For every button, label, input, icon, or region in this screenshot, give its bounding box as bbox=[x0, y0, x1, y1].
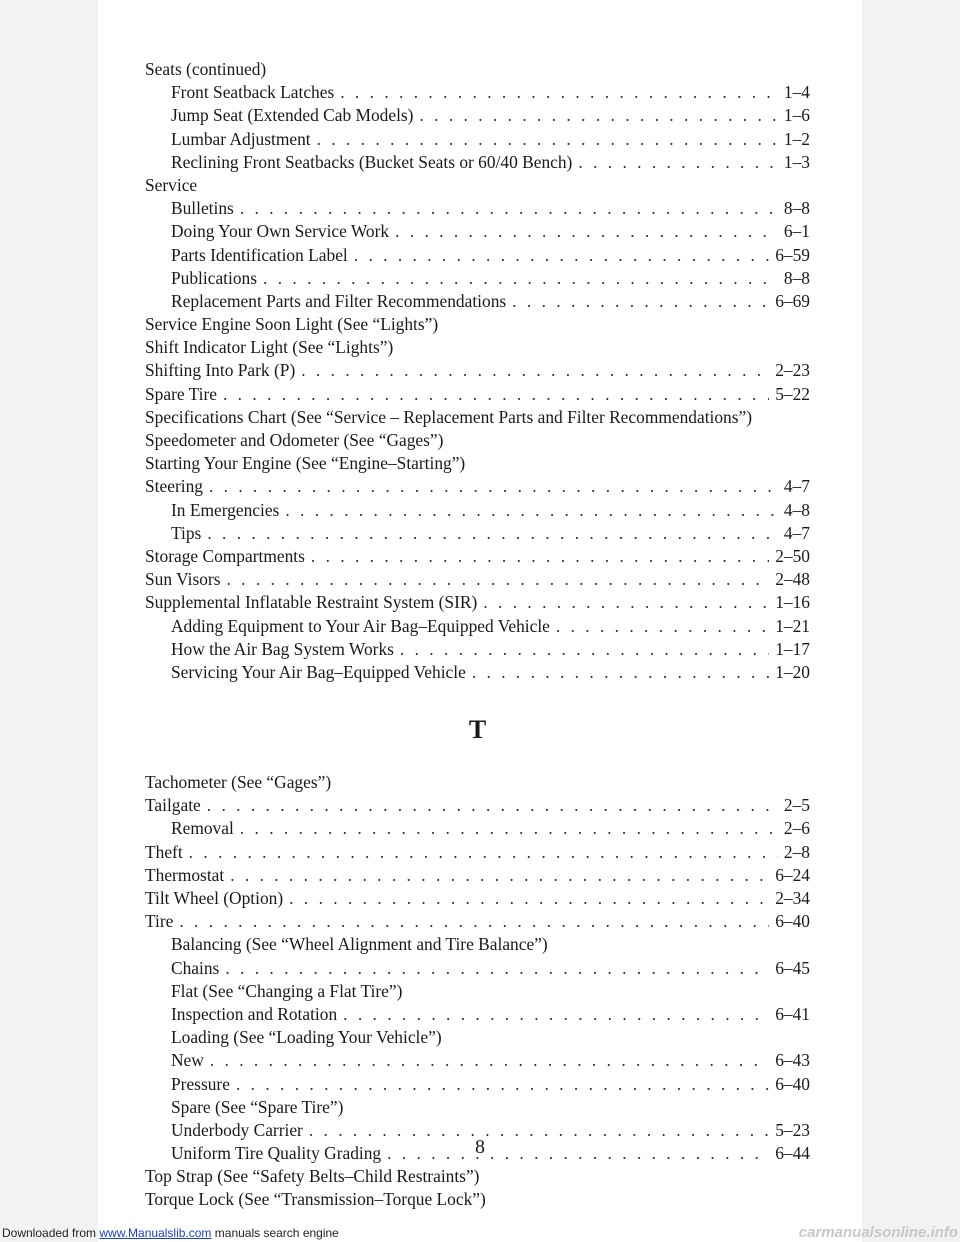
index-entry-label: Starting Your Engine (See “Engine–Starting”) bbox=[145, 453, 466, 474]
dot-leader bbox=[400, 638, 769, 661]
index-entry bbox=[145, 499, 810, 522]
dot-leader bbox=[343, 1003, 769, 1026]
dot-leader bbox=[340, 81, 778, 104]
index-entry bbox=[145, 545, 810, 568]
dot-leader bbox=[483, 591, 769, 614]
dot-leader bbox=[301, 359, 769, 382]
index-entry-label: Tailgate bbox=[145, 795, 201, 816]
index-entry bbox=[145, 290, 810, 313]
index-entry bbox=[145, 429, 810, 452]
download-notice bbox=[2, 1224, 339, 1242]
index-entry-label: How the Air Bag System Works bbox=[171, 638, 394, 659]
index-entry-label: New bbox=[171, 1050, 204, 1071]
watermark: carmanualsonline.info bbox=[798, 1224, 958, 1241]
index-entry bbox=[145, 58, 810, 81]
index-entry-label: Uniform Tire Quality Grading bbox=[171, 1143, 382, 1164]
dot-leader bbox=[354, 244, 769, 267]
index-entry bbox=[145, 267, 810, 290]
index-entry-label: Tilt Wheel (Option) bbox=[145, 888, 284, 909]
index-entry-label: Adding Equipment to Your Air Bag–Equipped Vehicle bbox=[171, 615, 550, 636]
index-entry bbox=[145, 1073, 810, 1096]
download-suffix: manuals search engine bbox=[211, 1226, 339, 1240]
dot-leader bbox=[578, 151, 778, 174]
index-entry-label: Parts Identification Label bbox=[171, 244, 348, 265]
index-entry-page: 5–22 bbox=[775, 383, 810, 404]
index-entry-page: 1–3 bbox=[783, 151, 810, 172]
index-entry bbox=[145, 933, 810, 956]
index-entry-page: 2–23 bbox=[775, 360, 810, 381]
index-entry-page: 1–20 bbox=[775, 661, 810, 682]
index-entry-label: Steering bbox=[145, 476, 203, 497]
manualslib-link[interactable]: www.Manualslib.com bbox=[99, 1226, 212, 1240]
index-entry bbox=[145, 313, 810, 336]
index-entry-label: Inspection and Rotation bbox=[171, 1003, 338, 1024]
index-entry-label: Top Strap (See “Safety Belts–Child Restraints”) bbox=[145, 1166, 480, 1187]
index-entry-page: 1–6 bbox=[783, 105, 810, 126]
index-entry bbox=[145, 1165, 810, 1188]
index-entry-page: 6–41 bbox=[775, 1003, 810, 1024]
dot-leader bbox=[223, 383, 769, 406]
index-entry bbox=[145, 1026, 810, 1049]
dot-leader bbox=[285, 499, 778, 522]
index-entry-label: Torque Lock (See “Transmission–Torque Lock”) bbox=[145, 1189, 486, 1210]
index-entry bbox=[145, 128, 810, 151]
dot-leader bbox=[419, 104, 777, 127]
index-entry bbox=[145, 104, 810, 127]
dot-leader bbox=[311, 545, 769, 568]
index-entry-page: 1–17 bbox=[775, 638, 810, 659]
index-entry-label: Loading (See “Loading Your Vehicle”) bbox=[171, 1027, 442, 1048]
index-entry-label: Publications bbox=[171, 267, 257, 288]
download-prefix: Downloaded from bbox=[2, 1226, 100, 1240]
index-entry bbox=[145, 1003, 810, 1026]
index-entry bbox=[145, 522, 810, 545]
dot-leader bbox=[207, 794, 778, 817]
index-entry bbox=[145, 864, 810, 887]
index-entry-label: Supplemental Inflatable Restraint System (SIR) bbox=[145, 592, 478, 613]
index-entry-page: 6–40 bbox=[775, 1073, 810, 1094]
index-entry-page: 1–4 bbox=[783, 82, 810, 103]
index-entry-page: 6–44 bbox=[775, 1143, 810, 1164]
index-entry bbox=[145, 980, 810, 1003]
index-entry bbox=[145, 615, 810, 638]
index-entry bbox=[145, 359, 810, 382]
index-entry bbox=[145, 910, 810, 933]
index-entry bbox=[145, 638, 810, 661]
index-entry-page: 4–7 bbox=[783, 522, 810, 543]
index-entry bbox=[145, 1049, 810, 1072]
index-entry-label: Shift Indicator Light (See “Lights”) bbox=[145, 337, 394, 358]
index-entry-page: 8–8 bbox=[783, 267, 810, 288]
dot-leader bbox=[317, 128, 778, 151]
index-entry bbox=[145, 957, 810, 980]
index-entry-page: 1–2 bbox=[783, 128, 810, 149]
index-entry-label: In Emergencies bbox=[171, 499, 280, 520]
index-entry-page: 2–8 bbox=[783, 841, 810, 862]
dot-leader bbox=[556, 615, 769, 638]
index-entry-label: Shifting Into Park (P) bbox=[145, 360, 296, 381]
index-entry-label: Underbody Carrier bbox=[171, 1119, 303, 1140]
index-entry bbox=[145, 817, 810, 840]
index-entry-label: Spare Tire bbox=[145, 383, 217, 404]
index-entry bbox=[145, 475, 810, 498]
index-entry-label: Tachometer (See “Gages”) bbox=[145, 772, 332, 793]
index-entry-page: 2–6 bbox=[783, 818, 810, 839]
index-entry-label: Front Seatback Latches bbox=[171, 82, 335, 103]
index-entry bbox=[145, 197, 810, 220]
index-entry-page: 2–50 bbox=[775, 545, 810, 566]
index-entry-label: Flat (See “Changing a Flat Tire”) bbox=[171, 980, 403, 1001]
index-entry-page: 1–16 bbox=[775, 592, 810, 613]
index-entry-page: 6–1 bbox=[783, 221, 810, 242]
index-entry-label: Jump Seat (Extended Cab Models) bbox=[171, 105, 414, 126]
index-entry-label: Seats (continued) bbox=[145, 59, 267, 79]
dot-leader bbox=[225, 957, 769, 980]
index-entry bbox=[145, 568, 810, 591]
dot-leader bbox=[210, 1049, 769, 1072]
index-entry-page: 2–48 bbox=[775, 569, 810, 590]
index-entry-page: 6–69 bbox=[775, 290, 810, 311]
index-entry-label: Speedometer and Odometer (See “Gages”) bbox=[145, 430, 444, 451]
index-entry bbox=[145, 841, 810, 864]
index-entry-label: Reclining Front Seatbacks (Bucket Seats or 60/40 Bench) bbox=[171, 151, 573, 172]
index-entry bbox=[145, 151, 810, 174]
index-entry-label: Theft bbox=[145, 841, 183, 862]
dot-leader bbox=[472, 661, 769, 684]
index-entry-label: Tips bbox=[171, 522, 202, 543]
index-entry-label: Removal bbox=[171, 818, 234, 839]
index-entry bbox=[145, 1096, 810, 1119]
index-entry-label: Sun Visors bbox=[145, 569, 221, 590]
index-entry-label: Storage Compartments bbox=[145, 545, 305, 566]
index-entry-label: Replacement Parts and Filter Recommendations bbox=[171, 290, 507, 311]
dot-leader bbox=[209, 475, 778, 498]
index-entry bbox=[145, 81, 810, 104]
index-entry-label: Bulletins bbox=[171, 198, 234, 219]
dot-leader bbox=[189, 841, 778, 864]
dot-leader bbox=[289, 887, 769, 910]
index-entry bbox=[145, 1188, 810, 1211]
index-entry-label: Thermostat bbox=[145, 864, 225, 885]
index-entry-label: Service Engine Soon Light (See “Lights”) bbox=[145, 314, 439, 335]
section-letter-heading: T bbox=[468, 715, 487, 745]
index-entry bbox=[145, 452, 810, 475]
index-entry-page: 4–8 bbox=[783, 499, 810, 520]
index-entry-page: 1–21 bbox=[775, 615, 810, 636]
index-entry-page: 6–45 bbox=[775, 957, 810, 978]
index-entry-page: 5–23 bbox=[775, 1119, 810, 1140]
index-entry bbox=[145, 661, 810, 684]
index-entry bbox=[145, 220, 810, 243]
dot-leader bbox=[226, 568, 769, 591]
index-entry-label: Doing Your Own Service Work bbox=[171, 221, 390, 242]
dot-leader bbox=[263, 267, 778, 290]
index-entry-label: Servicing Your Air Bag–Equipped Vehicle bbox=[171, 661, 466, 682]
index-entry-label: Tire bbox=[145, 911, 174, 932]
dot-leader bbox=[240, 817, 778, 840]
footer bbox=[0, 1224, 960, 1242]
dot-leader bbox=[240, 197, 778, 220]
index-entry bbox=[145, 887, 810, 910]
index-entry bbox=[145, 794, 810, 817]
index-entry-label: Spare (See “Spare Tire”) bbox=[171, 1096, 344, 1117]
index-entry-label: Service bbox=[145, 174, 198, 195]
page-number: 8 bbox=[475, 1136, 485, 1158]
index-entry-label: Lumbar Adjustment bbox=[171, 128, 311, 149]
index-entry bbox=[145, 406, 810, 429]
index-entry bbox=[145, 591, 810, 614]
index-entry-label: Pressure bbox=[171, 1073, 230, 1094]
dot-leader bbox=[207, 522, 778, 545]
index-entry-page: 2–5 bbox=[783, 795, 810, 816]
dot-leader bbox=[236, 1073, 769, 1096]
index-entry-page: 2–34 bbox=[775, 888, 810, 909]
index-entry-page: 6–24 bbox=[775, 864, 810, 885]
index-entry-page: 8–8 bbox=[783, 198, 810, 219]
index-entry bbox=[145, 771, 810, 794]
index-entry bbox=[145, 336, 810, 359]
index-entry-page: 6–40 bbox=[775, 911, 810, 932]
dot-leader bbox=[512, 290, 769, 313]
index-entry-label: Balancing (See “Wheel Alignment and Tire Balance”) bbox=[171, 934, 548, 955]
index-entry bbox=[145, 174, 810, 197]
index-entry bbox=[145, 383, 810, 406]
index-content bbox=[145, 58, 810, 1212]
index-entry bbox=[145, 244, 810, 267]
index-entry-page: 4–7 bbox=[783, 476, 810, 497]
index-entry-page: 6–43 bbox=[775, 1050, 810, 1071]
index-entry-label: Chains bbox=[171, 957, 220, 978]
index-entry-label: Specifications Chart (See “Service – Replacement Parts and Filter Recommendations”) bbox=[145, 406, 753, 427]
index-list-s bbox=[145, 58, 810, 684]
dot-leader bbox=[395, 220, 778, 243]
index-entry-page: 6–59 bbox=[775, 244, 810, 265]
dot-leader bbox=[230, 864, 769, 887]
dot-leader bbox=[179, 910, 769, 933]
